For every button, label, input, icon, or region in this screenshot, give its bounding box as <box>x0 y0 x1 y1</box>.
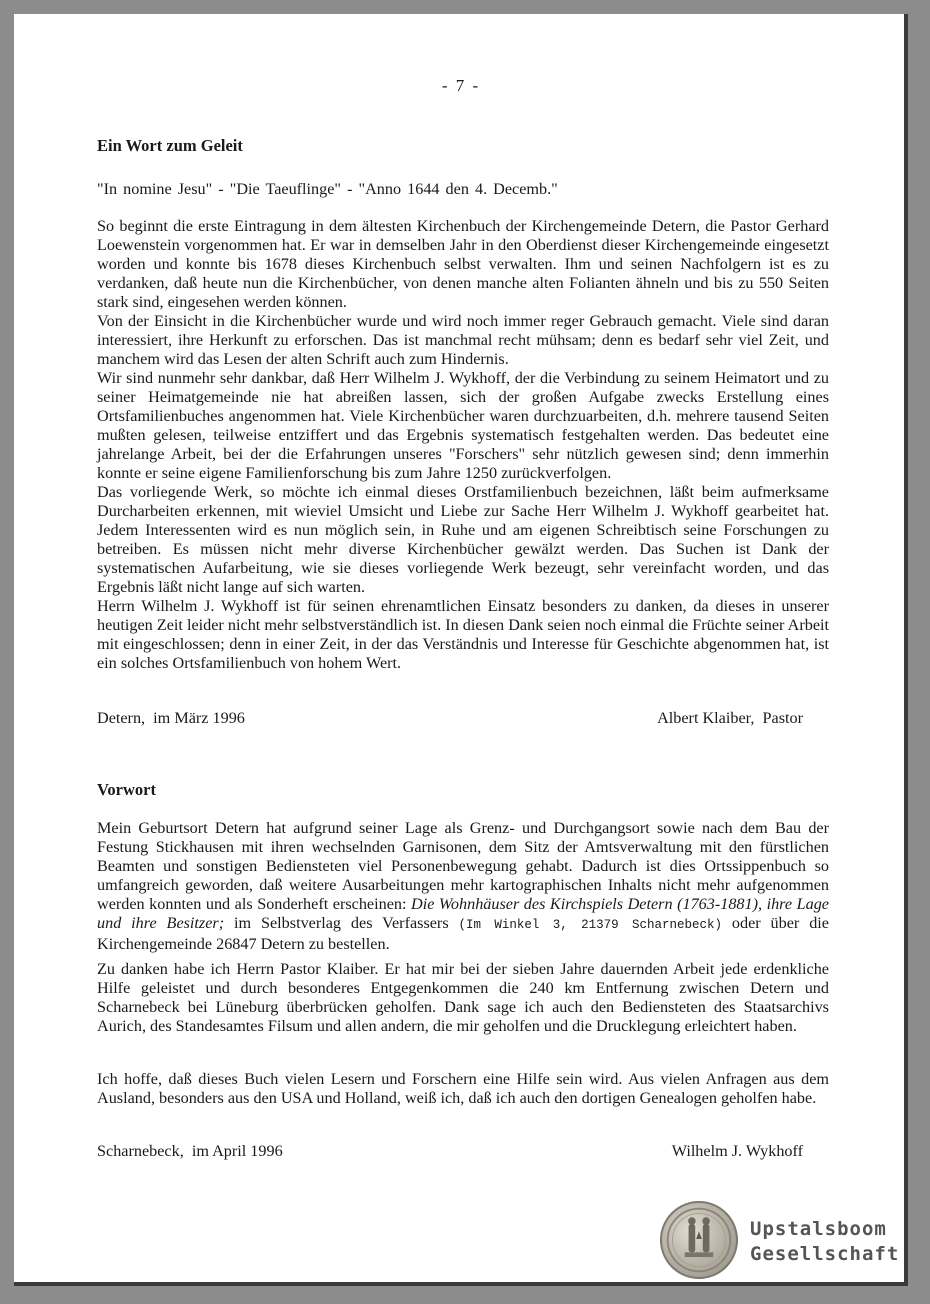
page-number: - 7 - <box>441 76 481 95</box>
society-watermark: Upstalsboom Gesellschaft <box>750 1218 900 1265</box>
vorwort-paragraph-3: Ich hoffe, daß dieses Buch vielen Lesern und Forschern eine Hilfe sein wird. Aus vielen Anfragen aus dem Ausland, besonders aus den USA und Holland, weiß ich, daß ich auch den dortigen Genealogen geholfen habe. <box>97 1070 829 1107</box>
geleit-heading: Ein Wort zum Geleit <box>97 136 243 155</box>
author-address: (Im Winkel 3, 21379 Scharnebeck) <box>458 918 722 932</box>
vorwort-paragraph-1: Mein Geburtsort Detern hat aufgrund seiner Lage als Grenz- und Durchgangsort sowie nach dem Bau der Festung Stickhausen mit ihren wechselnden Garnisonen, dem Sitz der Amtsverwaltung mit den fürstlichen Beamten und sonstigen Bediensteten viel Personenbewegung gehabt. Dadurch ist dies Ortssippenbuch so umfangreich geworden, daß weitere Ausarbeitungen mehr kartographischen Inhalts nicht mehr aufgenommen werden konnten und als Sonderheft erscheinen: Die Wohnhäuser des Kirchspiels Detern (1763-1881), ihre Lage und ihre Besitzer; im Selbstverlag des Verfassers (Im Winkel 3, 21379 Scharnebeck) oder über die Kirchengemeinde 26847 Detern zu bestellen. <box>97 819 829 953</box>
vorwort-signature: Wilhelm J. Wykhoff <box>671 1142 803 1160</box>
document-page <box>14 14 908 1286</box>
vorwort-paragraph-2: Zu danken habe ich Herrn Pastor Klaiber. Er hat mir bei der sieben Jahre dauernden Arbeit jede erdenkliche Hilfe geleistet und durch besonderes Entgegenkommen die 240 km Entfernung zwischen Detern und Scharnebeck bei Lüneburg überbrücken geholfen. Dank sage ich auch den Bediensteten des Staatsarchivs Aurich, des Standesamtes Filsum und allen andern, die mir geholfen und die Drucklegung erleichtert haben. <box>97 960 829 1035</box>
geleit-place-date: Detern, im März 1996 <box>97 709 245 727</box>
geleit-quote: "In nomine Jesu" - "Die Taeuflinge" - "Anno 1644 den 4. Decemb." <box>97 180 558 198</box>
society-seal-icon <box>660 1201 738 1279</box>
vorwort-heading: Vorwort <box>97 780 156 799</box>
geleit-signature: Albert Klaiber, Pastor <box>657 709 803 727</box>
vorwort-signature-row <box>97 1142 803 1161</box>
booklet-title: Die Wohnhäuser des Kirchspiels Detern (1763-1881), ihre Lage und ihre Besitzer; <box>97 895 829 932</box>
geleit-body: So beginnt die erste Eintragung in dem ältesten Kirchenbuch der Kirchengemeinde Detern, die Pastor Gerhard Loewenstein vorgenommen hat. Er war in demselben Jahr in den Oberdienst dieser Kirchengemeinde eingesetzt worden und konnte bis 1678 dieses Kirchenbuch selbst verwalten. Ihm und seinen Nachfolgern ist es zu verdanken, daß heute nun die Kirchenbücher, von denen manche alten Folianten ähneln und bis zu 550 Seiten stark sind, eingesehen werden können. Von der Einsicht in die Kirchenbücher wurde und wird noch immer reger Gebrauch gemacht. Viele sind daran interessiert, ihre Herkunft zu erforschen. Das ist manchmal recht mühsam; denn es bedarf sehr viel Zeit, und manchem wird das Lesen der alten Schrift auch zum Hindernis. Wir sind nunmehr sehr dankbar, daß Herr Wilhelm J. Wykhoff, der die Verbindung zu seinem Heimatort und zu seiner Heimatgemeinde nie hat abreißen lassen, sich der großen Aufgabe zwecks Erstellung eines Ortsfamilienbuches angenommen hat. Viele Kirchenbücher waren durchzuarbeiten, d.h. mehrere tausend Seiten mußten gelesen, teilweise entziffert und das Ergebnis systematisch festgehalten werden. Das bedeutet eine jahrelange Arbeit, bei der die Erfahrungen unseres "Forschers" sehr nützlich gewesen sind; denn immerhin konnte er seine eigene Familienforschung bis zum Jahre 1250 zurückverfolgen. Das vorliegende Werk, so möchte ich einmal dieses Orstfamilienbuch bezeichnen, läßt beim aufmerksame Durcharbeiten erkennen, mit wieviel Umsicht und Liebe zur Sache Herr Wilhelm J. Wykhoff gearbeitet hat. Jedem Interessenten wird es nun möglich sein, in Ruhe und am eigenen Schreibtisch seine Forschungen zu betreiben. Es müssen nicht mehr diverse Kirchenbücher gewälzt werden. Das Suchen ist Dank der systematischen Aufarbeitung, wie sie dieses vorliegende Werk bezeugt, sehr vereinfacht worden, und das Ergebnis läßt nicht lange auf sich warten. Herrn Wilhelm J. Wykhoff ist für seinen ehrenamtlichen Einsatz besonders zu danken, da dieses in unserer heutigen Zeit leider nicht mehr selbstverständlich ist. In diesen Dank seien noch einmal die Früchte seiner Arbeit mit eingeschlossen; denn in einer Zeit, in der das Verständnis und Interesse für Geschichte abgenommen hat, ist ein solches Ortsfamilienbuch von hohem Wert. <box>97 217 829 672</box>
geleit-signature-row <box>97 709 803 728</box>
vorwort-place-date: Scharnebeck, im April 1996 <box>97 1142 283 1160</box>
